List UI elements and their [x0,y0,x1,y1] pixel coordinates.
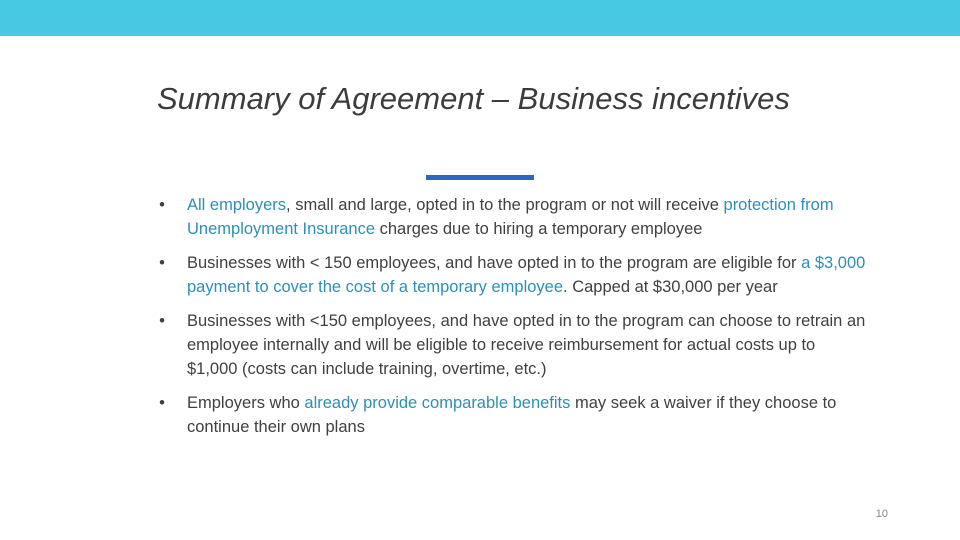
bullet-item-retrain-reimbursement [155,309,870,381]
bullet-list [155,193,870,439]
bullet-text: Businesses with <150 employees, and have opted in to the program can choose to retrain an employee internally and will be eligible to receive reimbursement for actual costs up to $1,000 (costs can include training, overtime, etc.) [187,312,866,378]
bullet-text: , small and large, opted in to the program or not will receive [286,196,724,214]
bullet-item-temporary-employee-payment [155,251,870,299]
bullet-marker: • [159,196,165,214]
bullet-marker: • [159,254,165,272]
bullet-text: charges due to hiring a temporary employee [375,220,703,238]
bullet-text: Employers who [187,394,305,412]
bullet-text: may seek a waiver if they choose to continue their own plans [187,394,837,436]
bullet-text: . Capped at $30,000 per year [563,278,778,296]
bullet-item-employers-protection [155,193,870,241]
bullet-text-highlight: protection from Unemployment Insurance [187,196,834,238]
header-bar [0,0,960,36]
bullet-text-highlight: a $3,000 payment to cover the cost of a temporary employee [187,254,866,296]
bullet-text-highlight: already provide comparable benefits [304,394,571,412]
bullet-item-waiver [155,391,870,439]
bullet-text-highlight: All employers [187,196,287,214]
title-accent-line [426,175,534,180]
bullet-marker: • [159,394,165,412]
bullet-text: Businesses with < 150 employees, and have opted in to the program are eligible for [187,254,802,272]
bullet-marker: • [159,312,165,330]
slide-title: Summary of Agreement – Business incentives [157,81,790,116]
page-number: 10 [875,508,888,520]
